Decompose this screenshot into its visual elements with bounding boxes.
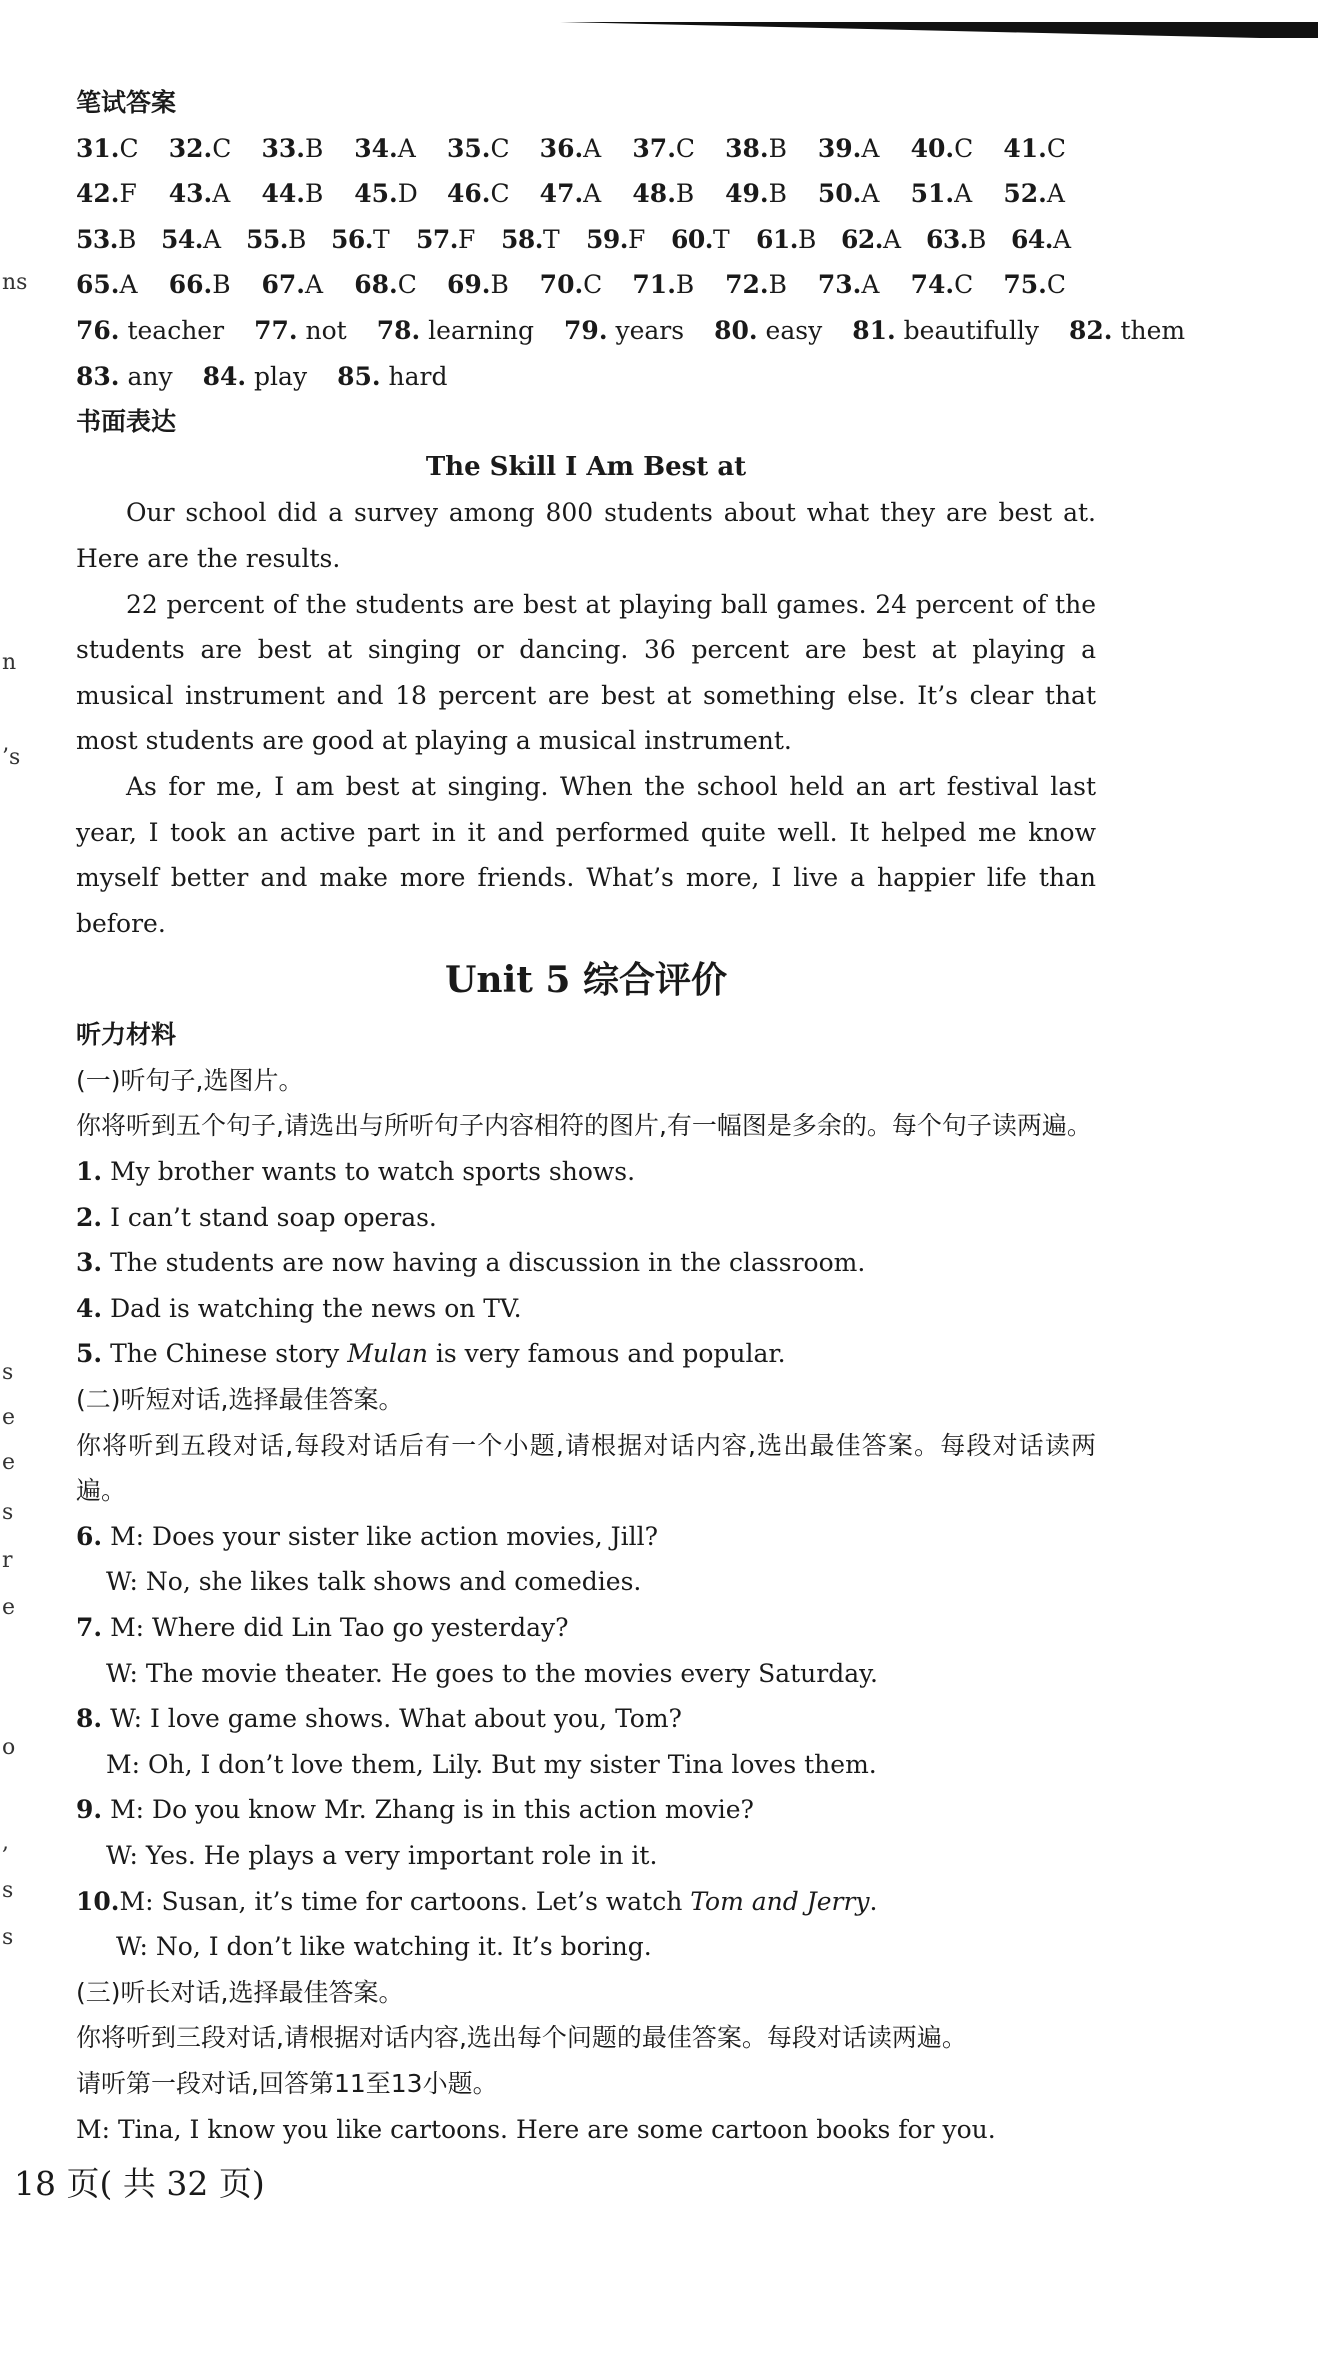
answer-value: hard	[388, 361, 448, 391]
answer-value: B	[675, 270, 695, 300]
sentence-text: The Chinese story	[110, 1339, 348, 1369]
answer-row	[76, 171, 1096, 217]
answer-cell	[756, 217, 841, 263]
answer-value: B	[768, 133, 788, 163]
answer-number: 35.	[446, 133, 491, 163]
listening-sentence	[76, 1149, 1096, 1195]
listening-sentence	[76, 1195, 1096, 1241]
answer-row	[76, 217, 1096, 263]
answer-cell	[540, 262, 633, 308]
page-content	[76, 80, 1186, 2152]
answer-cell	[911, 126, 1004, 172]
listening-heading: 听力材料	[76, 1020, 177, 1050]
unit-title: Unit 5 综合评价	[445, 959, 727, 1002]
section3-sub: 请听第一段对话,回答第11至13小题。	[76, 2068, 498, 2098]
answer-cell	[818, 171, 911, 217]
answer-value: B	[118, 224, 136, 254]
answer-value: easy	[765, 315, 823, 345]
dialog-text: M: Where did Lin Tao go yesterday?	[110, 1613, 569, 1642]
dialog-text: M: Does your sister like action movies, Jill?	[110, 1521, 658, 1551]
answer-number: 77.	[254, 315, 298, 345]
section3-dialog-line: M: Tina, I know you like cartoons. Here are some cartoon books for you.	[76, 2114, 996, 2144]
answer-cell	[447, 126, 540, 172]
dialog-line-a	[76, 1514, 1096, 1560]
answer-value: B	[288, 224, 306, 254]
answer-value: C	[1046, 270, 1066, 300]
answer-key	[76, 126, 1186, 400]
answer-value: B	[212, 270, 231, 300]
answer-value: C	[583, 270, 603, 300]
item-number: 6.	[76, 1521, 103, 1551]
answer-number: 65.	[76, 270, 120, 300]
answer-number: 80.	[714, 315, 758, 345]
section1-instruction: 你将听到五个句子,请选出与所听句子内容相符的图片,有一幅图是多余的。每个句子读两遍。	[76, 1111, 1092, 1141]
answer-value: B	[490, 270, 509, 300]
answer-cell	[169, 171, 262, 217]
sentence-text: I can’t stand soap operas.	[110, 1202, 437, 1232]
page-footer: 18 页( 共 32 页)	[14, 2164, 265, 2203]
answer-cell	[447, 262, 540, 308]
answer-number: 61.	[756, 224, 798, 254]
answer-cell	[1011, 217, 1096, 263]
answer-row	[76, 354, 1096, 400]
answer-number: 32.	[168, 133, 213, 163]
section1-title: (一)听句子,选图片。	[76, 1065, 304, 1095]
answer-value: A	[861, 133, 880, 163]
answer-value: A	[203, 224, 221, 254]
section3-title: (三)听长对话,选择最佳答案。	[76, 1977, 404, 2007]
answer-number: 73.	[817, 270, 862, 300]
answer-cell	[169, 126, 262, 172]
answer-value: B	[968, 224, 986, 254]
answer-value: not	[305, 315, 347, 345]
answer-number: 38.	[725, 133, 769, 163]
answer-cell	[586, 217, 671, 263]
answer-value: A	[1046, 179, 1065, 209]
answer-cell	[447, 171, 540, 217]
answer-value: C	[119, 133, 139, 163]
answer-cell	[169, 262, 262, 308]
answer-number: 43.	[168, 179, 213, 209]
essay-paragraph: Our school did a survey among 800 students about what they are best at. Here are the results.	[76, 498, 1096, 573]
answer-number: 31.	[76, 133, 120, 163]
sentence-text: The students are now having a discussion in the classroom.	[110, 1248, 866, 1278]
section1-items	[76, 1149, 1096, 1377]
answer-number: 45.	[354, 179, 398, 209]
item-number: 5.	[76, 1339, 103, 1369]
answer-value: any	[127, 361, 173, 391]
item-number: 4.	[76, 1293, 103, 1323]
answer-cell	[1003, 262, 1096, 308]
dialog-line-b: W: No, she likes talk shows and comedies.	[106, 1567, 642, 1597]
listening-sentence	[76, 1286, 1096, 1332]
answer-value: A	[1053, 224, 1071, 254]
answer-number: 40.	[910, 133, 955, 163]
answer-number: 44.	[261, 179, 305, 209]
answer-number: 33.	[261, 133, 305, 163]
answer-value: F	[458, 224, 475, 254]
answer-value: D	[397, 179, 418, 209]
answer-cell	[76, 126, 169, 172]
item-number: 9.	[76, 1795, 103, 1825]
answer-cell	[354, 171, 447, 217]
item-number: 7.	[76, 1613, 103, 1642]
answer-number: 76.	[76, 315, 120, 345]
answer-cell	[261, 262, 354, 308]
answer-number: 69.	[446, 270, 491, 300]
section2-title: (二)听短对话,选择最佳答案。	[76, 1385, 404, 1415]
answer-cell	[331, 217, 416, 263]
answer-number: 55.	[246, 224, 288, 254]
answer-cell	[632, 262, 725, 308]
answer-cell	[1069, 308, 1185, 354]
answer-number: 51.	[910, 179, 955, 209]
dialog-line-b: W: The movie theater. He goes to the movies every Saturday.	[106, 1658, 878, 1688]
answer-value: them	[1120, 315, 1186, 345]
essay-paragraph: As for me, I am best at singing. When the school held an art festival last year, I took an active part in it and performed quite well. It helped me know myself better and make more friends. What’s more, I live a happier life than before.	[76, 771, 1096, 938]
sentence-text: is very famous and popular.	[427, 1339, 786, 1369]
answer-cell	[540, 126, 633, 172]
answer-number: 60.	[671, 224, 713, 254]
answer-value: C	[490, 179, 510, 209]
answer-cell	[254, 308, 347, 354]
section3-instruction: 你将听到三段对话,请根据对话内容,选出每个问题的最佳答案。每段对话读两遍。	[76, 2023, 967, 2053]
writing-heading: 书面表达	[76, 407, 177, 437]
answer-cell	[911, 171, 1004, 217]
answer-value: A	[119, 270, 138, 300]
answer-cell	[671, 217, 756, 263]
answer-cell	[76, 308, 224, 354]
answer-cell	[203, 354, 307, 400]
answer-value: B	[768, 270, 788, 300]
answer-cell	[246, 217, 331, 263]
answer-number: 72.	[725, 270, 769, 300]
answer-cell	[911, 262, 1004, 308]
answer-cell	[161, 217, 246, 263]
answer-value: A	[397, 133, 416, 163]
section2-instruction: 你将听到五段对话,每段对话后有一个小题,请根据对话内容,选出最佳答案。每段对话读两遍。	[76, 1430, 1096, 1506]
answer-cell	[1003, 171, 1096, 217]
answer-cell	[841, 217, 926, 263]
answer-cell	[354, 126, 447, 172]
answers-heading: 笔试答案	[76, 88, 177, 117]
answer-cell	[725, 126, 818, 172]
answer-value: T	[713, 224, 730, 254]
answer-number: 58.	[501, 224, 543, 254]
answer-number: 49.	[725, 179, 769, 209]
answer-value: beautifully	[903, 315, 1039, 345]
answer-number: 34.	[354, 133, 398, 163]
answer-number: 74.	[910, 270, 955, 300]
essay-title: The Skill I Am Best at	[425, 451, 747, 482]
answer-number: 54.	[161, 224, 203, 254]
answer-value: T	[543, 224, 560, 254]
answer-cell	[818, 262, 911, 308]
answer-value: A	[583, 133, 602, 163]
answer-value: A	[861, 270, 880, 300]
answer-number: 71.	[632, 270, 676, 300]
essay-paragraph: 22 percent of the students are best at playing ball games. 24 percent of the students are best at singing or dancing. 36 percent are best at playing a musical instrument and 18 percent are best at something else. It’s clear that most students are good at playing a musical instrument.	[76, 589, 1096, 756]
answer-value: C	[954, 270, 974, 300]
answer-cell	[76, 171, 169, 217]
answer-number: 36.	[539, 133, 584, 163]
answer-value: T	[373, 224, 390, 254]
answer-number: 68.	[354, 270, 398, 300]
answer-value: C	[675, 133, 696, 163]
answer-number: 56.	[331, 224, 373, 254]
answer-number: 62.	[841, 224, 883, 254]
dialog-line-b: M: Oh, I don’t love them, Lily. But my sister Tina loves them.	[106, 1749, 877, 1779]
answer-cell	[632, 126, 725, 172]
item-number: 8.	[76, 1704, 103, 1734]
dialog-line-a	[76, 1787, 1096, 1833]
answer-row	[76, 308, 1186, 354]
answer-cell	[926, 217, 1011, 263]
answer-number: 67.	[261, 270, 305, 300]
answer-cell	[501, 217, 586, 263]
answer-cell	[76, 262, 169, 308]
answer-number: 84.	[202, 361, 247, 391]
answer-cell	[416, 217, 501, 263]
answer-number: 66.	[168, 270, 213, 300]
answer-value: A	[861, 179, 880, 209]
answer-number: 82.	[1068, 315, 1113, 345]
dialog-10-line-a: 10.M: Susan, it’s time for cartoons. Let’s watch Tom and Jerry.	[76, 1886, 878, 1916]
answer-number: 78.	[376, 315, 421, 345]
answer-number: 70.	[539, 270, 584, 300]
answer-cell	[818, 126, 911, 172]
top-border-bar	[560, 22, 1318, 38]
answer-number: 63.	[926, 224, 968, 254]
answer-number: 85.	[337, 361, 381, 391]
answer-cell	[337, 354, 447, 400]
answer-value: B	[304, 179, 324, 209]
answer-value: A	[304, 270, 324, 300]
answer-number: 48.	[632, 179, 676, 209]
listening-sentence	[76, 1331, 1096, 1377]
sentence-italic: Mulan	[347, 1339, 428, 1369]
answer-number: 37.	[632, 133, 676, 163]
answer-number: 46.	[446, 179, 491, 209]
answer-value: years	[615, 315, 685, 345]
answer-number: 79.	[564, 315, 608, 345]
answer-cell	[564, 308, 684, 354]
answer-value: teacher	[127, 315, 225, 345]
dialog-line-b: W: Yes. He plays a very important role in it.	[106, 1840, 658, 1870]
answer-number: 64.	[1011, 224, 1053, 254]
dialog-text: W: I love game shows. What about you, Tom?	[110, 1704, 682, 1734]
dialog-line-a	[76, 1605, 1096, 1651]
answer-number: 75.	[1003, 270, 1047, 300]
answer-value: B	[768, 179, 788, 209]
answer-value: C	[212, 133, 232, 163]
answer-value: C	[954, 133, 974, 163]
answer-cell	[725, 262, 818, 308]
answer-value: A	[212, 179, 231, 209]
answer-value: F	[628, 224, 645, 254]
item-number: 1.	[76, 1157, 103, 1187]
answer-value: B	[798, 224, 816, 254]
answer-cell	[1003, 126, 1096, 172]
answer-value: B	[304, 133, 324, 163]
answer-number: 53.	[76, 224, 118, 254]
answer-value: play	[254, 361, 308, 391]
sentence-text: My brother wants to watch sports shows.	[110, 1157, 636, 1187]
dialog-10-line-b: W: No, I don’t like watching it. It’s boring.	[116, 1932, 652, 1962]
answer-cell	[377, 308, 534, 354]
answer-number: 59.	[586, 224, 628, 254]
answer-cell	[76, 354, 173, 400]
answer-value: A	[883, 224, 901, 254]
answer-number: 39.	[817, 133, 862, 163]
answer-cell	[852, 308, 1039, 354]
answer-value: F	[119, 179, 137, 209]
answer-number: 57.	[416, 224, 458, 254]
item-number: 2.	[76, 1202, 103, 1232]
sentence-text: Dad is watching the news on TV.	[110, 1293, 522, 1323]
answer-cell	[261, 126, 354, 172]
answer-cell	[354, 262, 447, 308]
answer-value: A	[954, 179, 973, 209]
answer-cell	[76, 217, 161, 263]
answer-row	[76, 126, 1096, 172]
answer-value: C	[490, 133, 510, 163]
answer-value: A	[583, 179, 602, 209]
answer-value: C	[1046, 133, 1066, 163]
answer-row	[76, 262, 1096, 308]
answer-number: 50.	[817, 179, 862, 209]
section2-dialogs	[76, 1514, 1096, 1879]
dialog-line-a	[76, 1696, 1096, 1742]
answer-number: 83.	[76, 361, 120, 391]
answer-value: B	[675, 179, 695, 209]
answer-number: 47.	[539, 179, 584, 209]
answer-value: C	[397, 270, 417, 300]
dialog-text: M: Do you know Mr. Zhang is in this action movie?	[110, 1795, 754, 1825]
answer-cell	[725, 171, 818, 217]
answer-number: 81.	[852, 315, 896, 345]
answer-cell	[632, 171, 725, 217]
answer-number: 42.	[76, 179, 120, 209]
answer-cell	[714, 308, 822, 354]
answer-cell	[261, 171, 354, 217]
item-number: 3.	[76, 1248, 103, 1278]
answer-number: 52.	[1003, 179, 1047, 209]
answer-cell	[540, 171, 633, 217]
answer-value: learning	[428, 315, 535, 345]
listening-sentence	[76, 1240, 1096, 1286]
answer-number: 41.	[1003, 133, 1047, 163]
